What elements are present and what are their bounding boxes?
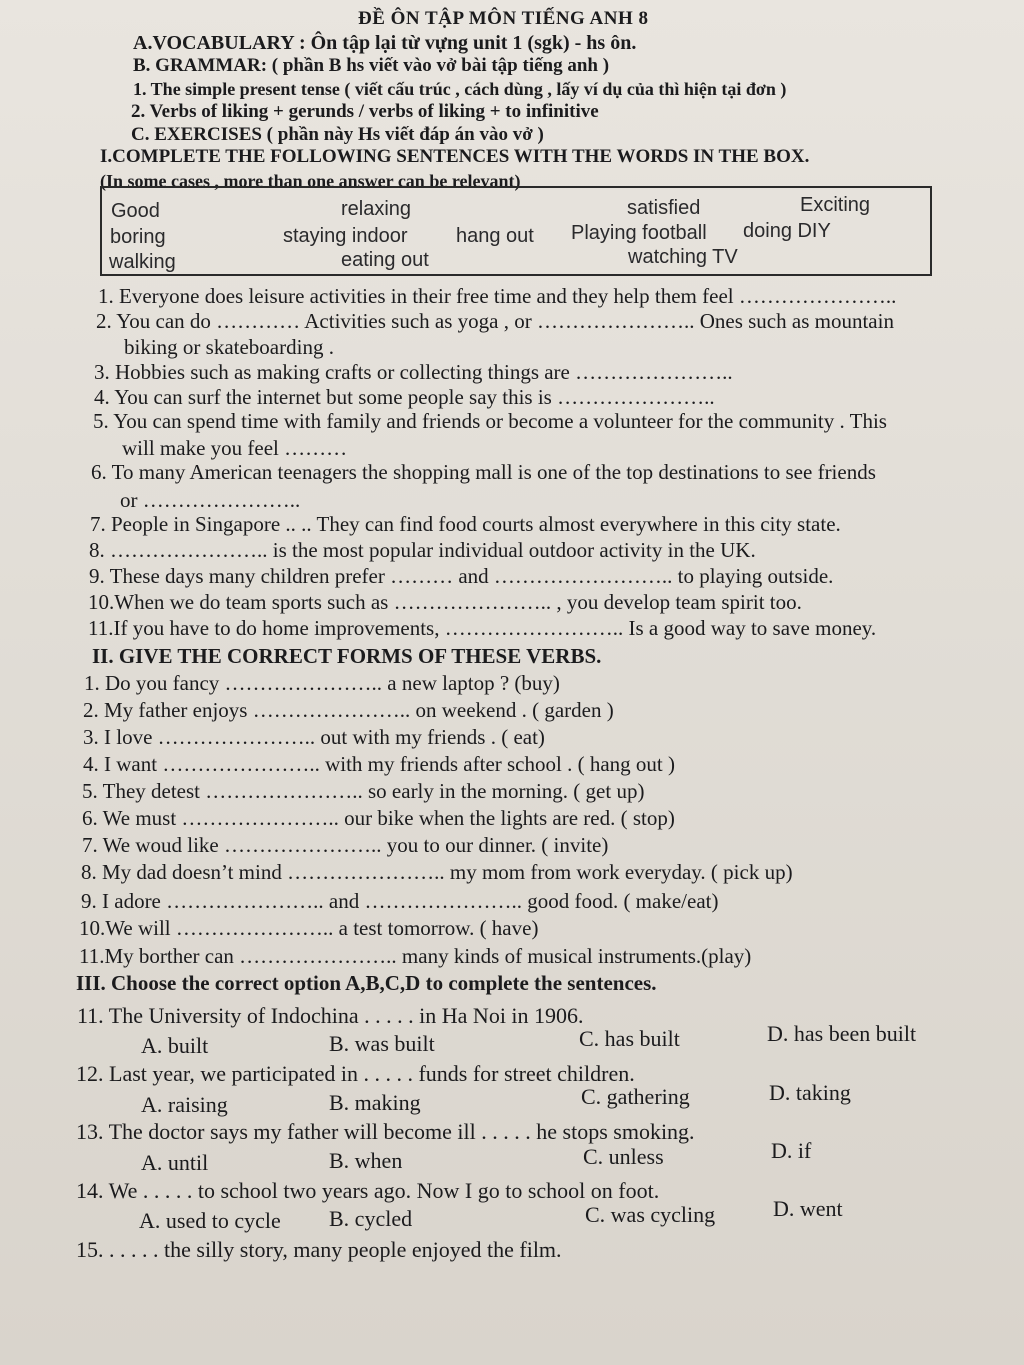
box-word: satisfied (627, 197, 701, 219)
section2-item: 10.We will ………………….. a test tomorrow. ( have) (79, 916, 539, 940)
mcq-option-b: B. cycled (329, 1206, 413, 1231)
section1-item: 10.When we do team sports such as ………………….. , you develop team spirit too. (88, 590, 802, 614)
mcq-option-d: D. went (773, 1196, 843, 1221)
mcq-option-a: A. built (141, 1033, 209, 1058)
mcq-option-b: B. when (329, 1148, 403, 1173)
section1-item: 8. ………………….. is the most popular individual outdoor activity in the UK. (89, 538, 756, 562)
section1-item: biking or skateboarding . (124, 335, 334, 359)
section2-item: 3. I love ………………….. out with my friends . ( eat) (83, 725, 545, 749)
mcq-question: 11. The University of Indochina . . . . . in Ha Noi in 1906. (77, 1003, 584, 1028)
section2-heading: II. GIVE THE CORRECT FORMS OF THESE VERBS. (92, 644, 602, 668)
mcq-question: 14. We . . . . . to school two years ago. Now I go to school on foot. (76, 1178, 660, 1203)
box-word: Playing football (571, 222, 707, 244)
mcq-question: 12. Last year, we participated in . . . . . funds for street children. (76, 1061, 635, 1086)
mcq-option-c: C. gathering (581, 1084, 690, 1109)
section2-item: 7. We woud like ………………….. you to our dinner. ( invite) (82, 833, 609, 857)
vocabulary-line: A.VOCABULARY : Ôn tập lại từ vựng unit 1 (sgk) - hs ôn. (133, 32, 637, 54)
section2-item: 8. My dad doesn’t mind ………………….. my mom from work everyday. ( pick up) (81, 860, 793, 884)
box-word: hang out (456, 225, 534, 247)
box-word: doing DIY (743, 220, 831, 242)
word-box (100, 186, 932, 276)
mcq-option-a: A. raising (141, 1092, 228, 1117)
section2-item: 11.My borther can ………………….. many kinds of musical instruments.(play) (79, 944, 752, 968)
section1-item: 1. Everyone does leisure activities in their free time and they help them feel ………………….. (98, 284, 897, 308)
section1-item: will make you feel ……… (122, 436, 348, 460)
worksheet-title: ĐỀ ÔN TẬP MÔN TIẾNG ANH 8 (358, 8, 649, 29)
mcq-option-d: D. if (771, 1138, 812, 1163)
grammar-item-1: 1. The simple present tense ( viết cấu trúc , cách dùng , lấy ví dụ của thì hiện tại đơn ) (133, 79, 787, 99)
section1-item: 3. Hobbies such as making crafts or collecting things are ………………….. (94, 360, 733, 384)
box-word: relaxing (341, 198, 412, 220)
section1-item: 5. You can spend time with family and friends or become a volunteer for the community . This (93, 409, 887, 433)
mcq-option-c: C. was cycling (585, 1202, 716, 1227)
section1-item: 11.If you have to do home improvements, …………………….. Is a good way to save money. (88, 616, 877, 640)
section1-item: 4. You can surf the internet but some people say this is ………………….. (94, 385, 715, 409)
mcq-option-d: D. taking (769, 1080, 851, 1105)
mcq-option-b: B. making (329, 1090, 421, 1115)
box-word: Exciting (800, 194, 871, 216)
grammar-line: B. GRAMMAR: ( phần B hs viết vào vở bài tập tiếng anh ) (133, 55, 610, 76)
exercises-line: C. EXERCISES ( phần này Hs viết đáp án vào vở ) (131, 124, 544, 145)
section1-heading: I.COMPLETE THE FOLLOWING SENTENCES WITH THE WORDS IN THE BOX. (100, 146, 810, 167)
mcq-option-b: B. was built (329, 1031, 435, 1056)
mcq-option-a: A. until (141, 1150, 209, 1175)
box-word: Good (111, 200, 160, 222)
section1-item: 7. People in Singapore .. .. They can find food courts almost everywhere in this city state. (90, 512, 841, 536)
section2-item: 2. My father enjoys ………………….. on weekend . ( garden ) (83, 698, 614, 722)
box-word: boring (110, 226, 166, 248)
box-word: eating out (341, 249, 429, 271)
section1-note: (In some cases , more than one answer can be relevant) (100, 171, 521, 191)
box-word: staying indoor (283, 225, 408, 247)
section3-heading: III. Choose the correct option A,B,C,D to complete the sentences. (76, 971, 657, 995)
section2-item: 5. They detest ………………….. so early in the morning. ( get up) (82, 779, 645, 803)
box-word: walking (109, 251, 176, 273)
mcq-option-d: D. has been built (767, 1021, 917, 1046)
section2-item: 1. Do you fancy ………………….. a new laptop ? (buy) (84, 671, 560, 695)
mcq-option-a: A. used to cycle (139, 1208, 281, 1233)
section2-item: 9. I adore ………………….. and ………………….. good food. ( make/eat) (81, 889, 719, 913)
mcq-option-c: C. unless (583, 1144, 664, 1169)
section2-item: 4. I want ………………….. with my friends after school . ( hang out ) (83, 752, 675, 776)
section1-item: or ………………….. (120, 488, 301, 512)
mcq-question: 15. . . . . . the silly story, many people enjoyed the film. (76, 1237, 562, 1262)
section1-item: 9. These days many children prefer ……… and …………………….. to playing outside. (89, 564, 834, 588)
mcq-option-c: C. has built (579, 1026, 680, 1051)
box-word: watching TV (628, 246, 738, 268)
section1-item: 2. You can do ………… Activities such as yoga , or ………………….. Ones such as mountain (96, 309, 894, 333)
grammar-item-2: 2. Verbs of liking + gerunds / verbs of liking + to infinitive (131, 101, 599, 122)
mcq-question: 13. The doctor says my father will become ill . . . . . he stops smoking. (76, 1119, 695, 1144)
section2-item: 6. We must ………………….. our bike when the lights are red. ( stop) (82, 806, 675, 830)
section1-item: 6. To many American teenagers the shopping mall is one of the top destinations to see friends (91, 460, 876, 484)
